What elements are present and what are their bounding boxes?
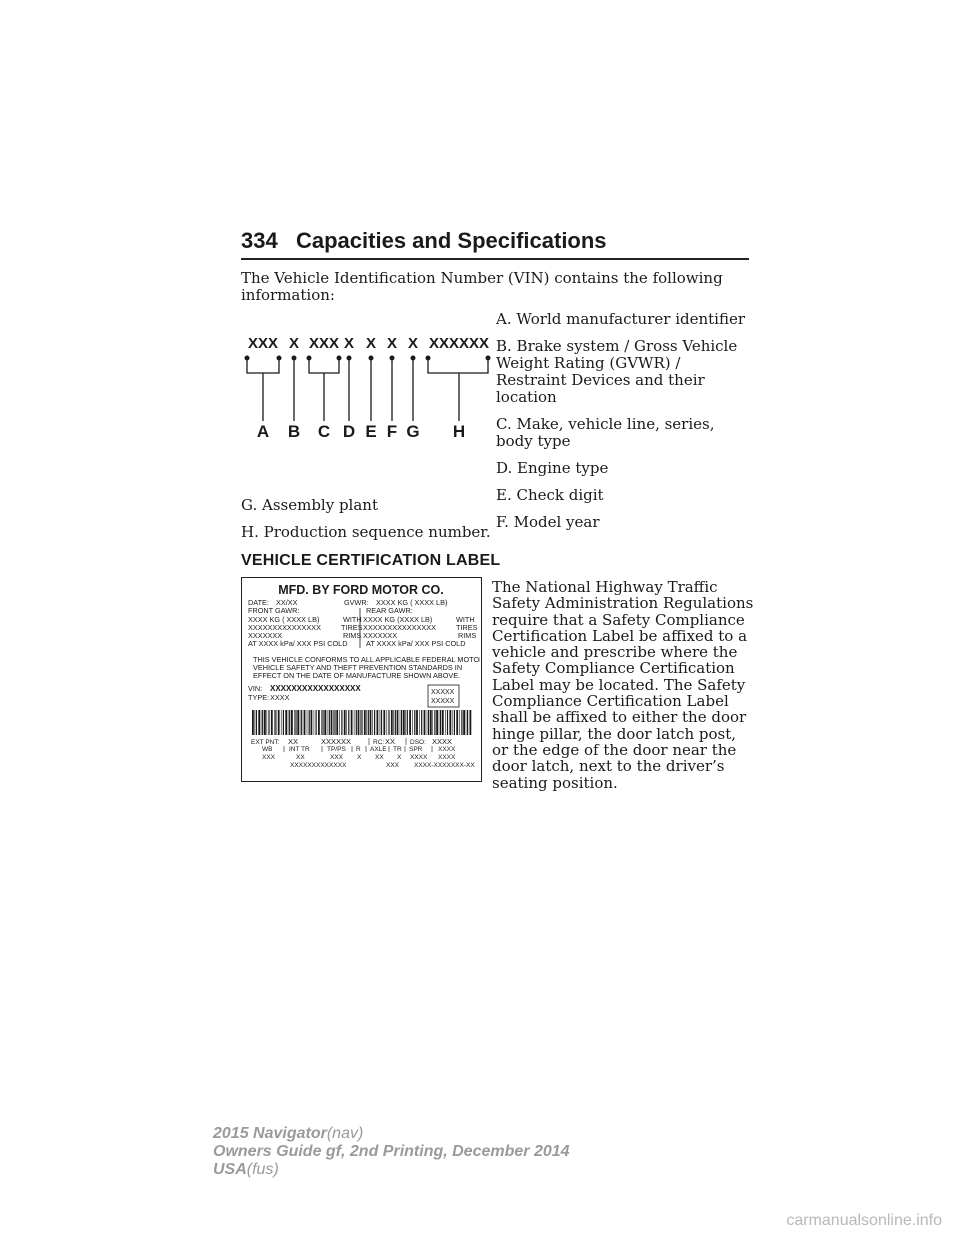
vin-letter-c: C <box>317 422 331 441</box>
svg-text:AT XXXX kPa/ XXX PSI: AT XXXX kPa/ XXX PSI COLD <box>248 639 348 648</box>
vin-intro-text: The Vehicle Identification Number (VIN) contains the following information: <box>241 269 723 304</box>
svg-text:THIS VEHICLE CONFORMS TO ALL A: THIS VEHICLE CONFORMS TO ALL APPLICABLE FEDERAL MOTOR <box>253 655 480 664</box>
list-item: G. Assembly plant <box>241 496 378 514</box>
svg-text:TYPE:: TYPE: <box>248 693 270 702</box>
svg-text:XXXXXXXXXXXXXXX: XXXXXXXXXXXXXXX <box>363 623 437 632</box>
svg-text:SPR: SPR <box>409 746 423 753</box>
svg-text:DATE:: DATE: <box>248 598 269 607</box>
vin-group-c: XXX <box>308 335 340 352</box>
svg-text:XXXXXXX: XXXXXXX <box>248 631 283 640</box>
page-number: 334 <box>241 228 278 253</box>
certification-label-illustration <box>241 577 482 782</box>
svg-text:XX: XX <box>375 754 384 761</box>
vin-letter-b: B <box>287 422 301 441</box>
svg-text:XX: XX <box>385 737 396 746</box>
svg-text:XXXXX: XXXXX <box>431 698 455 705</box>
svg-text:EXT PNT:: EXT PNT: <box>251 739 280 746</box>
svg-text:WB: WB <box>262 746 273 753</box>
svg-text:RIMS: RIMS <box>343 631 362 640</box>
svg-text:XXXXX: XXXXX <box>431 689 455 696</box>
list-item: B. Brake system / Gross Vehicle Weight Rating (GVWR) / Restraint Devices and their location <box>496 337 738 406</box>
footer-model-code: (nav) <box>326 1125 364 1142</box>
svg-text:XX: XX <box>288 737 299 746</box>
svg-text:WITH: WITH <box>343 615 362 624</box>
svg-text:XXXXXXX: XXXXXXX <box>363 631 398 640</box>
svg-text:XXXXXXXXXXXXXXXXX: XXXXXXXXXXXXXXXXX <box>270 684 361 693</box>
svg-text:XXXX: XXXX <box>270 693 290 702</box>
vin-group-a: XXX <box>247 335 279 352</box>
footer-region-code: (fus) <box>246 1161 279 1178</box>
svg-text:XXX: XXX <box>330 754 344 761</box>
vin-letter-a: A <box>256 422 270 441</box>
svg-text:XXXX: XXXX <box>438 746 456 753</box>
svg-text:INT TR: INT TR <box>289 746 310 753</box>
svg-text:VIN:: VIN: <box>248 684 263 693</box>
svg-text:X: X <box>397 754 402 761</box>
list-item: D. Engine type <box>496 459 609 477</box>
vin-diagram <box>238 333 492 441</box>
svg-text:GVWR:: GVWR: <box>344 598 369 607</box>
svg-text:RC:: RC: <box>373 739 385 746</box>
list-item: A. World manufacturer identifier <box>496 310 746 328</box>
svg-text:REAR GAWR:: REAR GAWR: <box>366 606 413 615</box>
barcode <box>252 710 471 735</box>
list-item: E. Check digit <box>496 486 604 504</box>
svg-text:TP/PS: TP/PS <box>327 746 346 753</box>
vin-group-b: X <box>288 335 300 352</box>
list-item: C. Make, vehicle line, series, body type <box>496 415 715 450</box>
svg-text:XXXX KG ( XXXX LB): XXXX KG ( XXXX LB) <box>376 598 448 607</box>
svg-text:TR: TR <box>393 746 402 753</box>
vin-letter-h: H <box>452 422 466 441</box>
section-heading: VEHICLE CERTIFICATION LABEL <box>241 552 501 569</box>
footer-region: USA <box>213 1161 247 1178</box>
certification-paragraph: The National Highway Traffic Safety Administration Regulations require that a Safety Compliance Certification Label be affixed to a vehicle and prescribe where the Safety Compliance Certification Label may be located. The Safety Compliance Certification Label shall be affixed to either the door hinge pillar, the door latch post, or the edge of the door near the door latch, next to the driver’s seating position. <box>492 578 754 792</box>
svg-text:XXXX: XXXX <box>432 737 453 746</box>
svg-text:R: R <box>356 746 361 753</box>
vin-group-g: X <box>407 335 419 352</box>
vin-group-f: X <box>386 335 398 352</box>
vin-group-d: X <box>343 335 355 352</box>
header-divider <box>241 258 749 260</box>
footer-model: 2015 Navigator <box>213 1125 327 1142</box>
footer-model-line <box>213 1125 363 1143</box>
svg-text:XX/XX: XX/XX <box>276 598 298 607</box>
svg-text:XXXX KG (XXXX LB): XXXX KG (XXXX LB) <box>363 615 433 624</box>
footer-region-line <box>213 1161 279 1179</box>
svg-text:WITH: WITH <box>456 615 475 624</box>
svg-text:VEHICLE SAFETY AND THEFT PREVE: VEHICLE SAFETY AND THEFT PREVENTION STANDARDS IN <box>253 663 463 672</box>
svg-text:XX: XX <box>296 754 305 761</box>
svg-text:FRONT GAWR:: FRONT GAWR: <box>248 606 300 615</box>
svg-text:TIRES: TIRES <box>341 623 363 632</box>
svg-text:DSO:: DSO: <box>410 739 426 746</box>
svg-text:XXX: XXX <box>262 754 276 761</box>
svg-text:XXX: XXX <box>386 762 400 769</box>
list-item: F. Model year <box>496 513 600 531</box>
vin-group-h: XXXXXX <box>428 335 490 352</box>
svg-text:XXXX: XXXX <box>410 754 428 761</box>
watermark-text: carmanualsonline.info <box>786 1212 942 1229</box>
svg-text:XXXXXXXXXXXXXXX: XXXXXXXXXXXXXXX <box>248 623 322 632</box>
vin-letter-f: F <box>386 422 398 441</box>
vin-legend-list-continued <box>241 497 541 551</box>
list-item: H. Production sequence number. <box>241 523 491 541</box>
svg-text:XXXX-XXXXXXX-XX: XXXX-XXXXXXX-XX <box>414 762 475 769</box>
vin-group-e: X <box>365 335 377 352</box>
svg-text:AXLE: AXLE <box>370 746 387 753</box>
svg-text:AT XXXX kPa/ XXX PSI C: AT XXXX kPa/ XXX PSI COLD <box>366 639 466 648</box>
svg-text:XXXX: XXXX <box>438 754 456 761</box>
svg-text:TIRES: TIRES <box>456 623 478 632</box>
vin-letter-e: E <box>365 422 377 441</box>
svg-text:RIMS: RIMS <box>458 631 477 640</box>
svg-text:XXXXXX: XXXXXX <box>321 737 352 746</box>
page-title: Capacities and Specifications <box>296 228 607 253</box>
svg-text:EFFECT ON THE DATE OF MANUFACT: EFFECT ON THE DATE OF MANUFACTURE SHOWN ABOVE. <box>253 671 461 680</box>
vin-letter-g: G <box>406 422 420 441</box>
footer-guide: Owners Guide gf, 2nd Printing, December 2014 <box>213 1143 570 1160</box>
label-maker: MFD. BY FORD MOTOR CO. <box>278 583 444 597</box>
svg-text:XXXX KG ( XXXX LB): XXXX KG ( XXXX LB) <box>248 615 320 624</box>
svg-text:XXXXXXXXXXXXX: XXXXXXXXXXXXX <box>290 762 347 769</box>
svg-text:X: X <box>357 754 362 761</box>
vin-letter-d: D <box>342 422 356 441</box>
